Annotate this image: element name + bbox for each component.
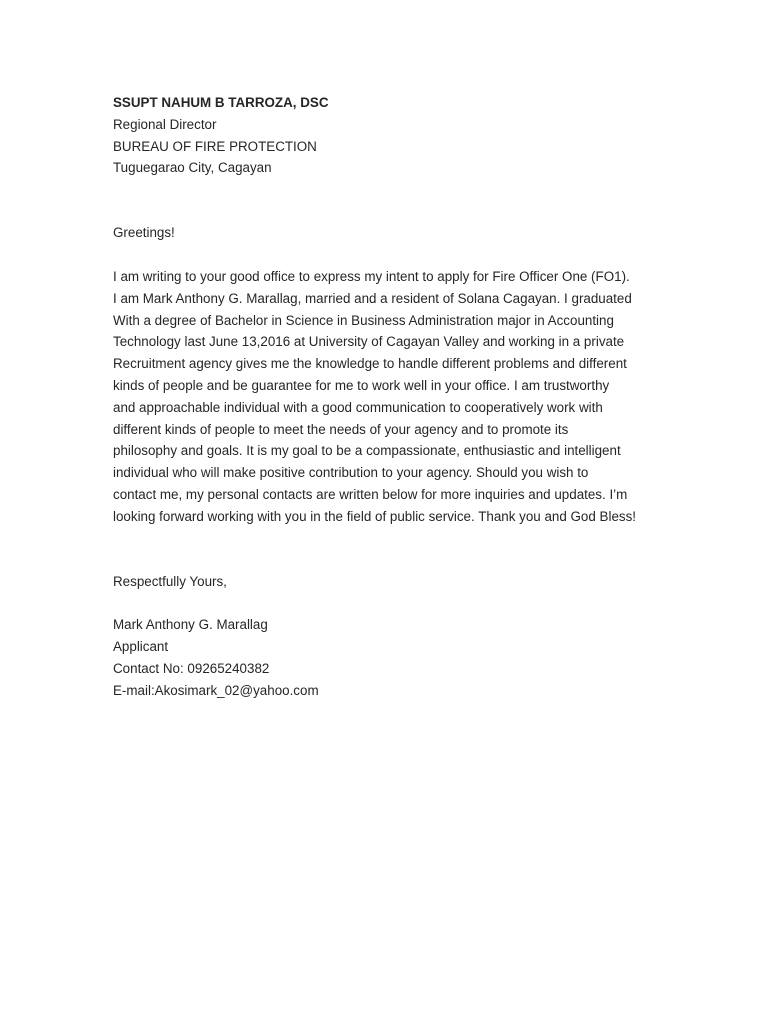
greeting-block (113, 222, 673, 244)
body-line: kinds of people and be guarantee for me to work well in your office. I am trustworthy (113, 377, 610, 393)
signature-name: Mark Anthony G. Marallag (113, 617, 268, 633)
recipient-office: BUREAU OF FIRE PROTECTION (113, 138, 317, 154)
body-line: I am writing to your good office to express my intent to apply for Fire Officer One (FO1). (113, 268, 630, 284)
email-address: E-mail:Akosimark_02@yahoo.com (113, 682, 319, 698)
body-line: I am Mark Anthony G. Marallag, married and a resident of Solana Cagayan. I graduated (113, 290, 632, 306)
greeting: Greetings! (113, 225, 175, 241)
recipient-title: Regional Director (113, 116, 217, 132)
signature-role: Applicant (113, 639, 169, 655)
body-line: individual who will make positive contribution to your agency. Should you wish to (113, 465, 589, 481)
closing-block (113, 571, 673, 593)
body-line: philosophy and goals. It is my goal to be a compassionate, enthusiastic and intelligent (113, 443, 621, 459)
recipient-location: Tuguegarao City, Cagayan (113, 160, 272, 176)
body-line: Technology last June 13,2016 at University of Cagayan Valley and working in a private (113, 334, 625, 350)
body-line: With a degree of Bachelor in Science in Business Administration major in Accounting (113, 312, 614, 328)
body-line: different kinds of people to meet the needs of your agency and to promote its (113, 421, 569, 437)
letter-page (113, 92, 673, 702)
body-line: contact me, my personal contacts are written below for more inquiries and updates. I’m (113, 486, 628, 502)
body-line: and approachable individual with a good communication to cooperatively work with (113, 399, 603, 415)
letter-body (113, 266, 673, 528)
closing-salutation: Respectfully Yours, (113, 573, 227, 589)
recipient-address-block (113, 92, 673, 179)
body-line: Recruitment agency gives me the knowledge to handle different problems and different (113, 356, 627, 372)
contact-number: Contact No: 09265240382 (113, 660, 270, 676)
signature-block (113, 614, 673, 701)
recipient-name: SSUPT NAHUM B TARROZA, DSC (113, 95, 329, 110)
body-line: looking forward working with you in the field of public service. Thank you and God Bless! (113, 508, 637, 524)
